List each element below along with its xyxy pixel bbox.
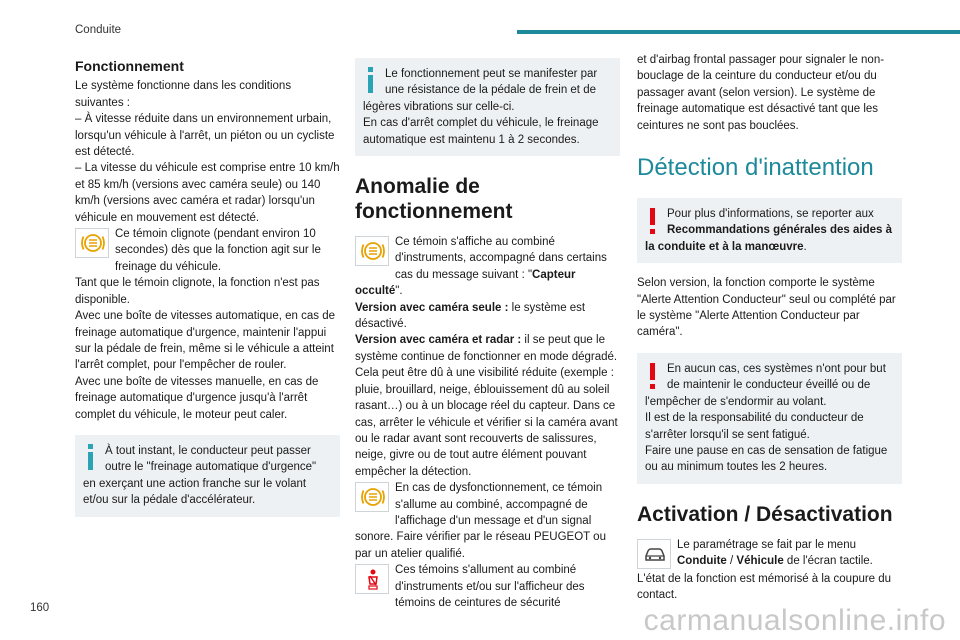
warning-text: En aucun cas, ces systèmes n'ont pour but de maintenir le conducteur éveillé ou de l'empêcher de s'endormir au volant.: [645, 362, 886, 408]
paragraph: Version avec caméra seule : le système est désactivé.: [355, 301, 586, 331]
sensor-obscured-text: Ce témoin s'affiche au combiné d'instruments, accompagné dans certains cas du message suivant : "Capteur occulté".: [355, 236, 607, 298]
warning-text: Il est de la responsabilité du conducteur de s'arrêter lorsqu'il se sent fatigué.: [645, 412, 864, 441]
settings-note: [637, 537, 902, 571]
warning-text: Faire une pause en cas de sensation de fatigue ou au minimum toutes les 2 heures.: [645, 444, 888, 474]
paragraph: et d'airbag frontal passager pour signaler le non-bouclage de la ceinture du conducteur et/ou du passager avant (selon version). Le système de freinage automatique est désactivé tant que les ceintures ne sont pas bouclées.: [637, 54, 885, 132]
warning-icon: [645, 206, 661, 236]
settings-text: Le paramétrage se fait par le menu Conduite / Véhicule de l'écran tactile.: [677, 538, 873, 568]
aebs-warning-lamp-icon: [355, 482, 389, 512]
info-text: En cas d'arrêt complet du véhicule, le freinage automatique est maintenu 1 à 2 secondes.: [363, 117, 599, 146]
header-accent-bar: [517, 30, 960, 34]
paragraph: Avec une boîte de vitesses automatique, en cas de freinage automatique d'urgence, maintenir l'appui sur la pédale de frein, même si le véhicule a atteint l'arrêt complet, pour l'empêcher de rouler.: [75, 310, 335, 372]
warning-icon: [645, 361, 661, 391]
column-1: [75, 52, 340, 529]
warning-box: [637, 198, 902, 263]
seatbelt-warning-icon: [355, 564, 389, 594]
paragraph: Le système fonctionne dans les conditions suivantes :: [75, 80, 292, 109]
paragraph: Tant que le témoin clignote, la fonction n'est pas disponible.: [75, 277, 320, 306]
warning-lamp-text: Ce témoin clignote (pendant environ 10 secondes) dès que la fonction agit sur le freinage du véhicule.: [115, 228, 321, 273]
malfunction-text: En cas de dysfonctionnement, ce témoin s'allume au combiné, accompagné de l'affichage d'un message et d'un signal sonore. Faire vérifier par le réseau PEUGEOT ou par un atelier qualifié.: [355, 482, 606, 560]
paragraph: – La vitesse du véhicule est comprise entre 10 km/h et 85 km/h (versions avec caméra seule) ou 140 km/h (versions avec caméra et radar) lorsqu'un véhicule en mouvement est détecté.: [75, 162, 340, 224]
heading-fonctionnement: Fonctionnement: [75, 58, 184, 74]
heading-detection: Détection d'inattention: [637, 154, 874, 182]
heading-activation: Activation / Désactivation: [637, 502, 893, 526]
section-title: Conduite: [75, 24, 122, 36]
page-number: 160: [30, 602, 50, 614]
column-2: [355, 52, 620, 611]
seatbelt-text: Ces témoins s'allument au combiné d'instruments et/ou sur l'afficheur des témoins de ceintures de sécurité: [395, 564, 585, 609]
paragraph: Version avec caméra et radar : il se peut que le système continue de fonctionner en mode dégradé.: [355, 334, 618, 363]
aebs-warning-lamp-icon: [355, 236, 389, 266]
warning-lamp-note: [75, 226, 340, 275]
info-icon: [363, 66, 379, 96]
aebs-warning-lamp-icon: [75, 228, 109, 258]
malfunction-note: [355, 480, 620, 562]
vehicle-menu-icon: [637, 539, 671, 569]
info-box: [355, 58, 620, 156]
warning-text: Pour plus d'informations, se reporter aux Recommandations générales des aides à la conduite et à la manœuvre.: [645, 208, 892, 253]
paragraph: L'état de la fonction est mémorisé à la coupure du contact.: [637, 572, 892, 602]
sensor-obscured-note: [355, 234, 620, 300]
paragraph: Cela peut être dû à une visibilité réduite (exemple : pluie, brouillard, neige, éblouissement dû au soleil rasant…) ou à un blocage réel du capteur. Dans ce cas, arrêter le véhicule et vérifier si la caméra avant ou le radar avant sont recouverts de salissures, neige, givre ou de tout autre élément pouvant empêcher la détection.: [355, 367, 618, 478]
seatbelt-note: [355, 562, 620, 611]
info-box: [75, 435, 340, 517]
watermark: carmanualsonline.info: [643, 604, 946, 637]
heading-anomalie: Anomalie de fonctionnement: [355, 175, 513, 224]
info-icon: [83, 443, 99, 473]
paragraph: Selon version, la fonction comporte le système "Alerte Attention Conducteur" seul ou complété par le système "Alerte Attention Conducteur par caméra".: [637, 277, 896, 339]
warning-box: [637, 353, 902, 484]
info-text: À tout instant, le conducteur peut passer outre le "freinage automatique d'urgence" en exerçant une action franche sur le volant et/ou sur la pédale d'accélérateur.: [83, 444, 317, 507]
paragraph: – À vitesse réduite dans un environnement urbain, lorsqu'un véhicule à l'arrêt, un piéton ou un cycliste est détecté.: [75, 113, 335, 159]
column-3: [637, 52, 902, 604]
paragraph: Avec une boîte de vitesses manuelle, en cas de freinage automatique d'urgence jusqu'à l'arrêt complet du véhicule, le moteur peut caler.: [75, 375, 319, 421]
info-text: Le fonctionnement peut se manifester par une résistance de la pédale de frein et de légères vibrations sur celle-ci.: [363, 68, 598, 113]
